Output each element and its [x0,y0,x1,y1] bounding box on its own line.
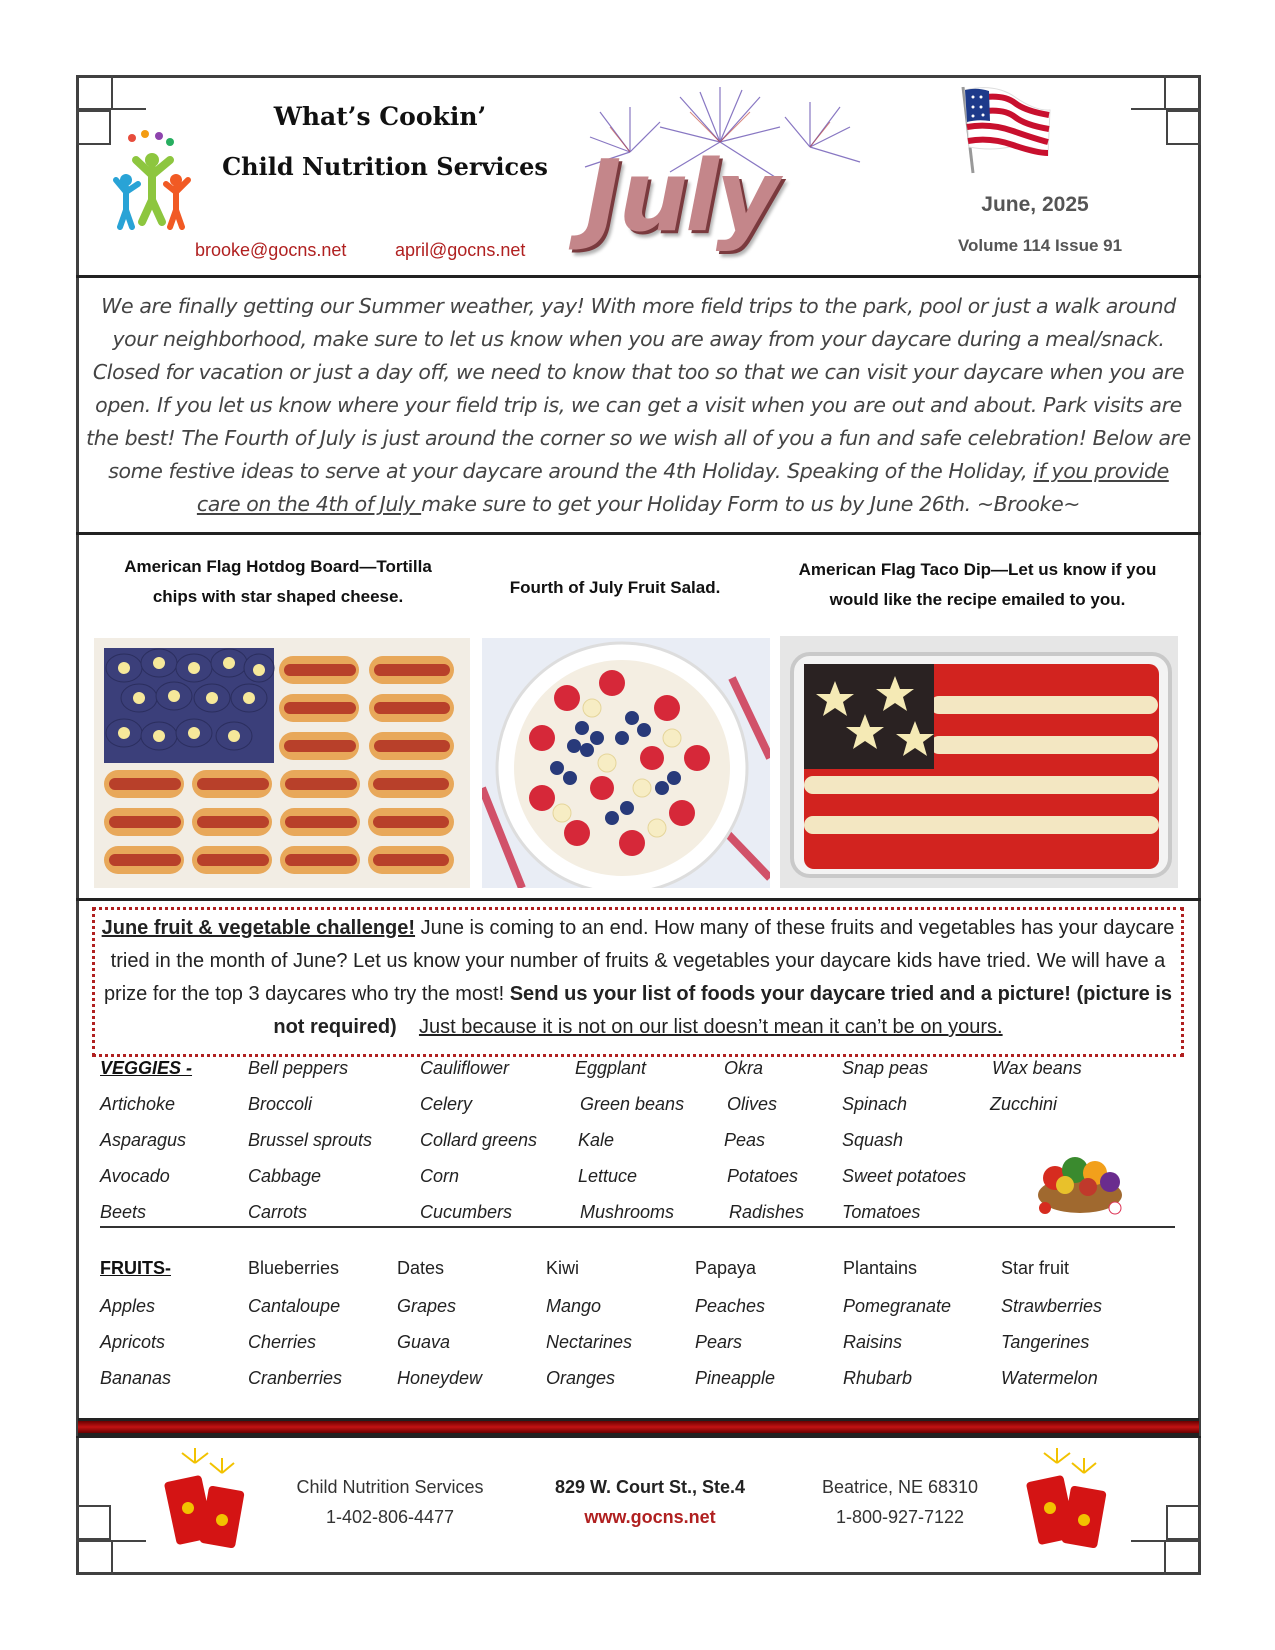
decorative-red-bar [78,1418,1199,1436]
section-separator [100,1226,1175,1228]
fruit-item: Kiwi [546,1258,580,1278]
veggie-item: Eggplant [575,1058,647,1078]
fruit-item: Apples [100,1296,156,1316]
intro-underlined-text: if you provide care on the 4th of July [196,459,1169,516]
veggies-heading: VEGGIES - [100,1058,193,1078]
veggie-item: Olives [727,1094,778,1114]
corner-ornament-top-right [1131,75,1201,145]
fruit-item: Apricots [100,1332,166,1352]
veggie-item: Spinach [842,1094,908,1114]
veggie-item: Collard greens [420,1130,538,1150]
intro-paragraph [86,290,1191,521]
fruit-item: Dates [397,1258,445,1278]
caption-fruit-salad: Fourth of July Fruit Salad. [509,578,721,597]
veggie-item: Zucchini [990,1094,1058,1114]
hotdog-board-photo [94,638,470,888]
veggie-item: Avocado [100,1166,170,1186]
veggie-item: Kale [578,1130,615,1150]
fruit-salad-photo [482,638,770,888]
fruit-item: Watermelon [1001,1368,1098,1388]
footer-website-link[interactable]: www.gocns.net [584,1507,716,1527]
veggie-item: Carrots [248,1202,308,1222]
veggie-item: Cabbage [248,1166,322,1186]
fruit-item: Pomegranate [843,1296,952,1316]
fruits-heading: FRUITS- [100,1258,171,1278]
american-flag-icon [945,85,1055,175]
footer-divider [76,1436,1201,1438]
intro-text: We are finally getting our Summer weather, yay! With more field trips to the park, pool or just a walk around your neighborhood, make sure to let us know when you are away from your daycare during a meal/snack. Closed for vacation or just a day off, we need to know that too so that we can visit your daycare when you are open. If you let us know where your field trip is, we can get a visit when you are out and about. Park visits are the best! The Fourth of July is just around the corner so we wish all of you a fun and safe celebration! Below are some festive ideas to serve at your daycare around the 4th Holiday. Speaking of the Holiday, [86,294,1191,483]
fruit-item: Plantains [843,1258,918,1278]
july-title-art: July [585,140,777,254]
intro-text-end: make sure to get your Holiday Form to us by June 26th. ~Brooke~ [421,492,1081,516]
veggie-item: Celery [420,1094,473,1114]
challenge-text [100,912,1176,1044]
fruit-item: Pears [695,1332,743,1352]
newsletter-subtitle: Child Nutrition Services [222,152,548,181]
issue-date: June, 2025 [981,193,1089,216]
caption-hotdog-board: American Flag Hotdog Board—Tortilla chips with star shaped cheese. [124,557,432,606]
volume-issue: Volume 114 Issue 91 [957,236,1123,255]
fruit-item: Cherries [248,1332,317,1352]
veggie-item: Asparagus [100,1130,187,1150]
veggie-item: Corn [420,1166,460,1186]
fruit-item: Grapes [397,1296,457,1316]
footer-phone-local: 1-402-806-4477 [325,1507,455,1527]
footer-phone-tollfree: 1-800-927-7122 [835,1507,965,1527]
fruit-item: Papaya [695,1258,757,1278]
taco-dip-photo [780,636,1178,888]
email-link-brooke[interactable]: brooke@gocns.net [195,240,347,260]
challenge-heading: June fruit & vegetable challenge! [101,917,416,939]
fruit-item: Pineapple [695,1368,776,1388]
footer-city: Beatrice, NE 68310 [821,1477,979,1497]
header-divider [76,275,1201,278]
veggie-item: Green beans [580,1094,685,1114]
fruit-item: Peaches [695,1296,766,1316]
vegetable-basket-icon [1030,1140,1130,1220]
ideas-divider [76,898,1201,901]
corner-ornament-bottom-left [76,1505,146,1575]
fruit-item: Star fruit [1001,1258,1070,1278]
veggie-item: Wax beans [992,1058,1082,1078]
veggie-item: Radishes [729,1202,805,1222]
challenge-underlined: Just because it is not on our list doesn’t mean it can’t be on yours. [418,1016,1003,1038]
veggie-item: Snap peas [842,1058,929,1078]
veggie-item: Cucumbers [420,1202,513,1222]
veggie-item: Peas [724,1130,766,1150]
veggie-item: Broccoli [248,1094,313,1114]
fruit-item: Guava [397,1332,451,1352]
veggie-item: Bell peppers [248,1058,349,1078]
intro-divider [76,532,1201,535]
challenge-bold: Send us your list of foods your daycare tried and a picture! (picture is not required) [273,983,1173,1038]
fruit-item: Bananas [100,1368,172,1388]
veggie-item: Cauliflower [420,1058,510,1078]
veggie-item: Okra [724,1058,764,1078]
veggie-item: Beets [100,1202,147,1222]
veggie-item: Mushrooms [580,1202,675,1222]
fruit-item: Raisins [843,1332,903,1352]
footer-address: 829 W. Court St., Ste.4 [554,1477,746,1497]
veggie-item: Squash [842,1130,904,1150]
fruit-item: Blueberries [248,1258,340,1278]
challenge-body: June is coming to an end. How many of these fruits and vegetables has your daycare tried in the month of June? Let us know your number of fruits & vegetables your daycare kids have tried. We will have a prize for the top 3 daycares who try the most! [103,917,1175,1005]
fruit-item: Tangerines [1001,1332,1090,1352]
veggie-item: Brussel sprouts [248,1130,373,1150]
fruit-item: Honeydew [397,1368,483,1388]
fruit-item: Rhubarb [843,1368,913,1388]
veggie-item: Lettuce [578,1166,638,1186]
firecracker-left-icon [160,1448,250,1553]
caption-taco-dip: American Flag Taco Dip—Let us know if you would like the recipe emailed to you. [798,560,1157,609]
email-link-april[interactable]: april@gocns.net [395,240,526,260]
fruit-item: Nectarines [546,1332,633,1352]
corner-ornament-bottom-right [1131,1505,1201,1575]
fruit-item: Mango [546,1296,602,1316]
veggie-item: Tomatoes [842,1202,921,1222]
newsletter-title: What’s Cookin’ [273,102,487,131]
fruit-item: Cantaloupe [248,1296,341,1316]
veggie-item: Sweet potatoes [842,1166,967,1186]
fruit-item: Oranges [546,1368,616,1388]
footer-org-name: Child Nutrition Services [296,1477,484,1497]
veggie-item: Potatoes [727,1166,799,1186]
veggie-item: Artichoke [100,1094,176,1114]
firecracker-right-icon [1022,1448,1112,1553]
fruit-item: Cranberries [248,1368,343,1388]
fruit-item: Strawberries [1001,1296,1103,1316]
kids-logo-icon [112,130,192,230]
